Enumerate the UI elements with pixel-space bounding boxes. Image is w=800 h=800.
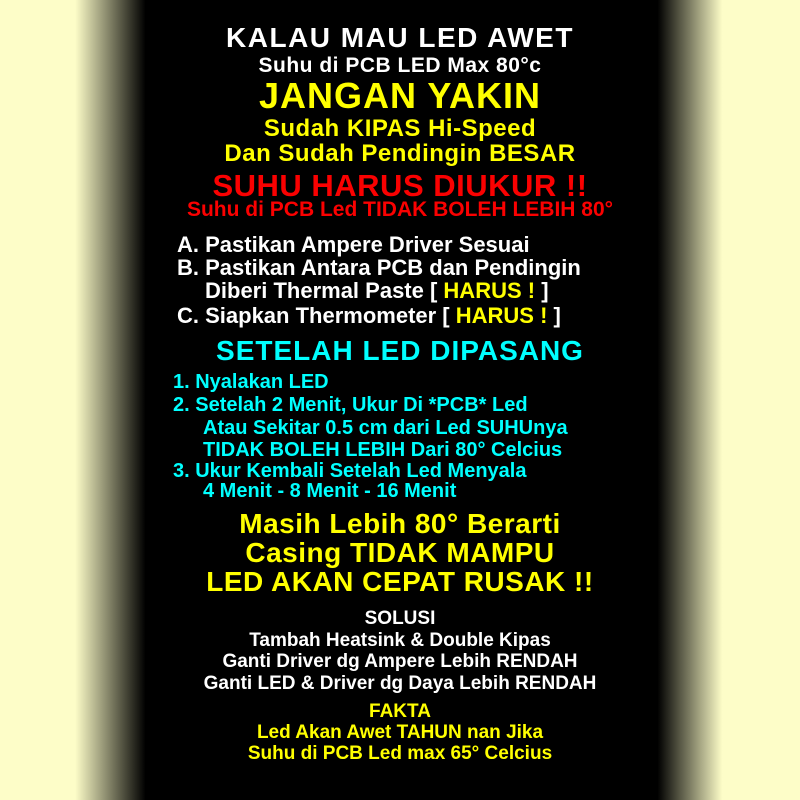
warning-line-1: Sudah KIPAS Hi-Speed <box>263 115 537 142</box>
step-2-line1: 2. Setelah 2 Menit, Ukur Di *PCB* Led <box>173 394 528 416</box>
steps-heading: SETELAH LED DIPASANG <box>216 335 584 366</box>
verdict-line-1: Masih Lebih 80° Berarti <box>239 508 561 539</box>
checklist-item-c <box>177 303 561 329</box>
verdict-line-3: LED AKAN CEPAT RUSAK !! <box>206 566 594 597</box>
warning-headline: JANGAN YAKIN <box>258 75 542 116</box>
fact-heading: FAKTA <box>369 701 431 722</box>
poster-title: KALAU MAU LED AWET <box>226 22 574 53</box>
solution-line-1: Tambah Heatsink & Double Kipas <box>249 630 551 651</box>
checklist-item-c-suffix: ] <box>547 303 561 328</box>
warning-line-2: Dan Sudah Pendingin BESAR <box>224 140 576 167</box>
poster <box>130 0 670 800</box>
step-1: 1. Nyalakan LED <box>173 371 329 393</box>
step-3-line1: 3. Ukur Kembali Setelah Led Menyala <box>173 460 527 482</box>
checklist-item-b-line2 <box>205 278 549 304</box>
solution-line-2: Ganti Driver dg Ampere Lebih RENDAH <box>222 651 578 672</box>
verdict-line-2: Casing TIDAK MAMPU <box>245 537 555 568</box>
checklist-item-c-highlight: HARUS ! <box>455 303 548 328</box>
solution-heading: SOLUSI <box>364 608 436 629</box>
checklist-item-b-highlight: HARUS ! <box>443 278 536 303</box>
step-2-line3: TIDAK BOLEH LEBIH Dari 80° Celcius <box>203 439 563 461</box>
checklist-item-b-line1: B. Pastikan Antara PCB dan Pendingin <box>177 255 581 280</box>
checklist-item-c-prefix: C. Siapkan Thermometer [ <box>177 303 456 328</box>
warning-alert-sub: Suhu di PCB Led TIDAK BOLEH LEBIH 80° <box>186 198 614 221</box>
solution-line-3: Ganti LED & Driver dg Daya Lebih RENDAH <box>203 673 597 694</box>
fact-line-2: Suhu di PCB Led max 65° Celcius <box>247 743 553 764</box>
fact-line-1: Led Akan Awet TAHUN nan Jika <box>256 722 544 743</box>
checklist-item-b-line2-prefix: Diberi Thermal Paste [ <box>205 278 444 303</box>
warning-alert: SUHU HARUS DIUKUR !! <box>212 168 588 203</box>
checklist-item-a: A. Pastikan Ampere Driver Sesuai <box>177 232 530 257</box>
step-2-line2: Atau Sekitar 0.5 cm dari Led SUHUnya <box>203 417 568 439</box>
step-3-line2: 4 Menit - 8 Menit - 16 Menit <box>203 480 457 502</box>
poster-subtitle: Suhu di PCB LED Max 80°c <box>258 54 542 77</box>
checklist-item-b-suffix: ] <box>535 278 549 303</box>
